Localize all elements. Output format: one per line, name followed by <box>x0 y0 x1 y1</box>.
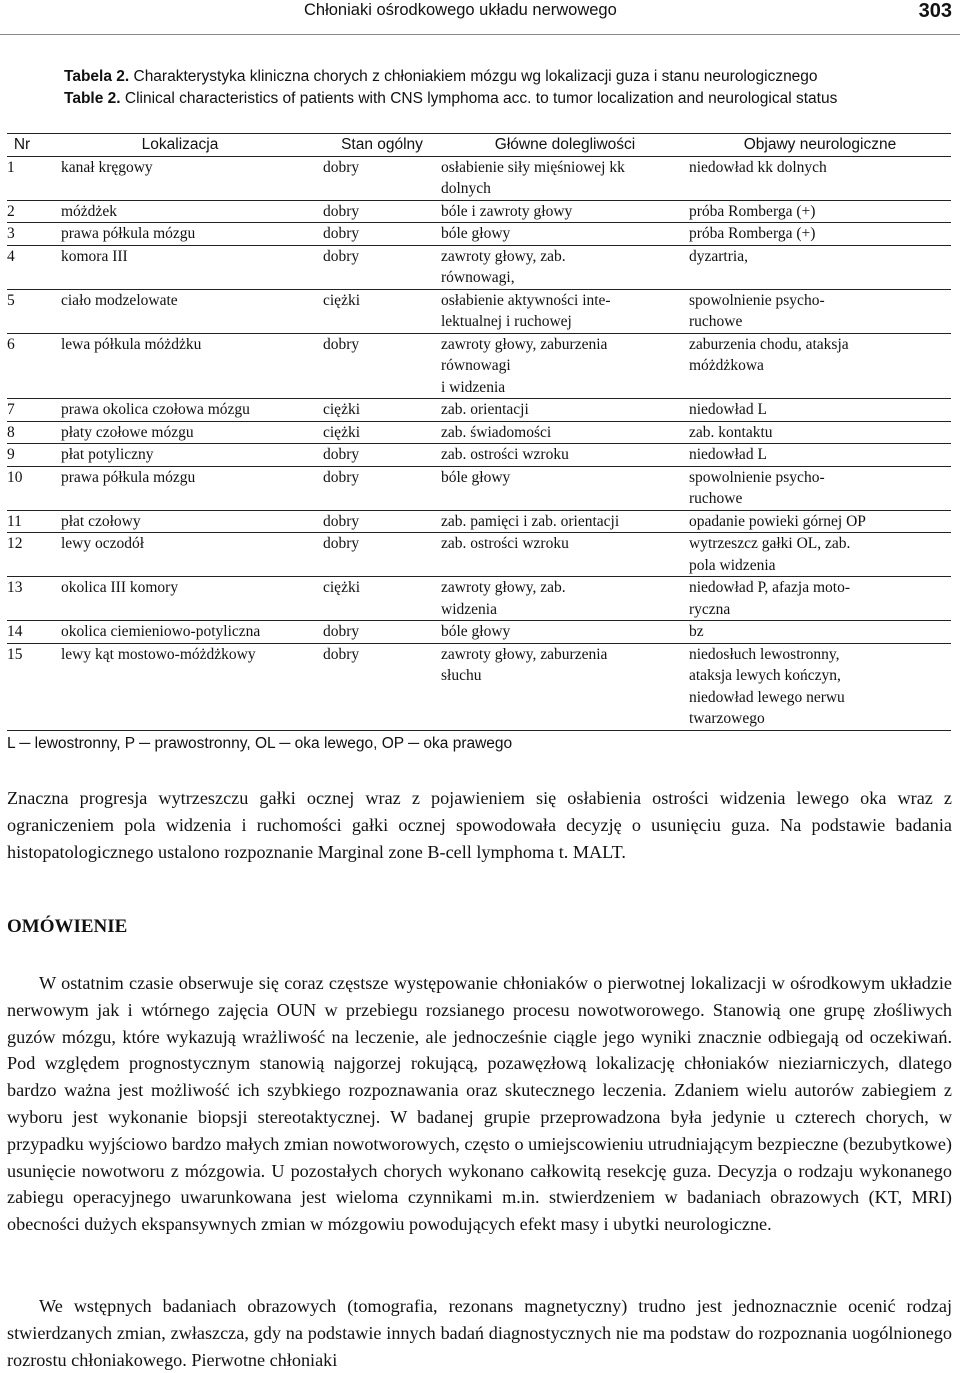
cell-main-complaints: bóle głowy <box>441 623 511 640</box>
cell-neuro-symptoms: spowolnienie psycho- ruchowe <box>689 291 825 330</box>
cell-neuro-symptoms: wytrzeszcz gałki OL, zab. pola widzenia <box>689 535 851 574</box>
cell-nr: 11 <box>7 512 22 530</box>
header-localization: Lokalizacja <box>141 136 219 153</box>
cell-general-condition: dobry <box>323 446 360 463</box>
body-paragraph-3: We wstępnych badaniach obrazowych (tomografia, rezonans magnetyczny) trudno jest jednoznacznie ocenić rodzaj stwierdzanych zmian, zwłaszcza, gdy na podstawie innych badań diagnostycznych nie ma podstaw do rozpoznania uogólnionego rozrostu chłoniakowego. Pierwotne chłoniaki <box>7 1296 952 1370</box>
cell-general-condition: ciężki <box>323 291 361 309</box>
cell-nr: 10 <box>7 468 23 486</box>
cell-neuro-symptoms: niedowład L <box>689 401 767 418</box>
cell-main-complaints: osłabienie aktywności inte- lektualnej i ruchowej <box>441 291 611 330</box>
header-main-complaints: Główne dolegliwości <box>494 136 636 153</box>
table-row <box>7 533 951 577</box>
cell-general-condition: dobry <box>323 645 360 663</box>
cell-neuro-symptoms: próba Romberga (+) <box>689 225 816 242</box>
cell-general-condition: ciężki <box>323 579 361 596</box>
table-row <box>7 334 951 400</box>
cell-localization: móżdżek <box>61 202 117 220</box>
cell-nr: 12 <box>7 535 23 552</box>
cell-general-condition: dobry <box>323 247 360 265</box>
cell-localization: lewy oczodół <box>61 535 145 552</box>
table-row <box>7 246 951 290</box>
header-nr: Nr <box>13 136 31 153</box>
cell-general-condition: dobry <box>323 225 360 242</box>
section-heading: OMÓWIENIE <box>7 916 128 937</box>
header-general-condition: Stan ogólny <box>341 136 423 153</box>
cell-localization: okolica ciemieniowo-potyliczna <box>61 623 261 640</box>
cell-localization: ciało modzelowate <box>61 291 178 309</box>
cell-localization: płat potyliczny <box>61 446 154 463</box>
page-number: 303 <box>918 0 952 22</box>
cell-neuro-symptoms: spowolnienie psycho- ruchowe <box>689 468 825 507</box>
cell-nr: 2 <box>7 202 15 220</box>
table-row <box>7 577 951 621</box>
cell-nr: 4 <box>7 247 15 265</box>
cell-main-complaints: bóle głowy <box>441 225 511 242</box>
cell-main-complaints: zawroty głowy, zab. równowagi, <box>441 247 566 286</box>
cell-localization: lewy kąt mostowo-móżdżkowy <box>61 645 256 663</box>
cell-nr: 1 <box>7 158 15 176</box>
cell-localization: prawa półkula mózgu <box>61 225 196 242</box>
cell-general-condition: dobry <box>323 468 360 486</box>
cell-general-condition: ciężki <box>323 401 361 418</box>
cell-nr: 8 <box>7 423 15 441</box>
cell-neuro-symptoms: niedowład kk dolnych <box>689 158 827 176</box>
cell-neuro-symptoms: zab. kontaktu <box>689 423 773 441</box>
body-paragraph-1: Znaczna progresja wytrzeszczu gałki ocznej wraz z pojawieniem się osłabienia ostrości widzenia lewego oka wraz z ograniczeniem pola widzenia i ruchomości gałki ocznej spowodowała decyzję o usunięciu guza. Na podstawie badania histopatologicznego ustalono rozpoznanie Marginal zone B-cell lymphoma t. MALT. <box>7 788 952 862</box>
cell-general-condition: dobry <box>323 335 360 353</box>
cell-general-condition: dobry <box>323 535 360 552</box>
cell-nr: 9 <box>7 446 15 463</box>
cell-main-complaints: zab. orientacji <box>441 401 529 418</box>
cell-main-complaints: zab. pamięci i zab. orientacji <box>441 512 620 530</box>
cell-main-complaints: zawroty głowy, zaburzenia słuchu <box>441 645 608 684</box>
cell-general-condition: dobry <box>323 158 360 176</box>
caption-pl-text: Charakterystyka kliniczna chorych z chłoniakiem mózgu wg lokalizacji guza i stanu neurologicznego <box>129 68 818 85</box>
table-row <box>7 467 951 511</box>
table-header-row <box>7 133 951 157</box>
cell-main-complaints: zab. ostrości wzroku <box>441 535 569 552</box>
cell-nr: 15 <box>7 645 23 663</box>
cell-main-complaints: zawroty głowy, zaburzenia równowagi i widzenia <box>441 335 608 396</box>
cell-nr: 5 <box>7 291 15 309</box>
cell-main-complaints: zab. świadomości <box>441 423 552 441</box>
cell-general-condition: dobry <box>323 623 360 640</box>
table-row <box>7 399 951 422</box>
cell-general-condition: ciężki <box>323 423 361 441</box>
table-row <box>7 223 951 246</box>
cell-main-complaints: zawroty głowy, zab. widzenia <box>441 579 566 618</box>
running-title: Chłoniaki ośrodkowego układu nerwowego <box>304 1 617 19</box>
table-row <box>7 157 951 201</box>
cell-neuro-symptoms: zaburzenia chodu, ataksja móżdżkowa <box>689 335 849 374</box>
cell-neuro-symptoms: niedosłuch lewostronny, ataksja lewych kończyn, niedowład lewego nerwu twarzowego <box>689 645 845 727</box>
cell-localization: prawa półkula mózgu <box>61 468 196 486</box>
header-neuro-symptoms: Objawy neurologiczne <box>743 136 897 153</box>
running-header <box>0 0 960 35</box>
cell-neuro-symptoms: próba Romberga (+) <box>689 202 816 220</box>
cell-nr: 3 <box>7 225 15 242</box>
caption-en-text: Clinical characteristics of patients with CNS lymphoma acc. to tumor localization and neurological status <box>120 90 838 107</box>
table-caption <box>64 66 837 110</box>
cell-main-complaints: bóle i zawroty głowy <box>441 202 573 220</box>
cell-localization: płat czołowy <box>61 512 141 530</box>
cell-nr: 7 <box>7 401 15 418</box>
cell-main-complaints: osłabienie siły mięśniowej kk dolnych <box>441 158 625 197</box>
cell-nr: 14 <box>7 623 23 640</box>
caption-en-label: Table 2. <box>64 90 121 107</box>
cell-general-condition: dobry <box>323 512 360 530</box>
table-row <box>7 444 951 467</box>
cell-nr: 13 <box>7 579 23 596</box>
table-row <box>7 201 951 224</box>
table-row <box>7 644 951 731</box>
cell-localization: okolica III komory <box>61 579 179 596</box>
caption-polish <box>64 66 837 88</box>
table-row <box>7 621 951 644</box>
cell-neuro-symptoms: dyzartria, <box>689 247 748 265</box>
cell-nr: 6 <box>7 335 15 353</box>
cell-neuro-symptoms: niedowład P, afazja moto- ryczna <box>689 579 850 618</box>
cell-localization: płaty czołowe mózgu <box>61 423 194 441</box>
cell-main-complaints: bóle głowy <box>441 468 511 486</box>
body-paragraph-2: W ostatnim czasie obserwuje się coraz częstsze występowanie chłoniaków o pierwotnej lokalizacji w ośrodkowym układzie nerwowym jak i wtórnego zajęcia OUN w przebiegu rozsianego procesu nowotworowego. Stanowią one grupę złośliwych guzów mózgu, które wykazują wrażliwość na leczenie, ale jednocześnie ciągle jego wyniki znacznie odbiegają od oczekiwań. Pod względem prognostycznym stanowią najgorzej rokującą, pozawęzłową lokalizację chłoniaków nieziarniczych, dlatego bardzo ważna jest możliwość ich szybkiego rozpoznawania oraz skutecznego leczenia. Zdaniem wielu autorów zabiegiem z wyboru jest wykonanie biopsji stereotaktycznej. W badanej grupie przeprowadzona była jedynie u czterech chorych, w przypadku wyjściowo bardzo małych zmian nowotworowych, często o umiejscowieniu utrudniającym bezpieczne (bezubytkowe) usunięcie nowotworu z mózgowia. U pozostałych chorych wykonano całkowitą resekcję guza. Decyzja o rodzaju wykonanego zabiegu operacyjnego uwarunkowana jest wieloma czynnikami m.in. stwierdzeniem w badaniach obrazowych (KT, MRI) obecności dużych ekspansywnych zmian w mózgowiu powodujących efekt masy i ubytki neurologiczne. <box>7 973 952 1235</box>
cell-main-complaints: zab. ostrości wzroku <box>441 446 569 463</box>
table-legend: L ─ lewostronny, P ─ prawostronny, OL ─ oka lewego, OP ─ oka prawego <box>7 735 513 752</box>
cell-neuro-symptoms: bz <box>689 623 704 640</box>
cell-neuro-symptoms: opadanie powieki górnej OP <box>689 512 866 530</box>
cell-general-condition: dobry <box>323 202 360 220</box>
table-row <box>7 290 951 334</box>
cell-localization: kanał kręgowy <box>61 158 153 176</box>
cell-neuro-symptoms: niedowład L <box>689 446 767 463</box>
cell-localization: komora III <box>61 247 128 265</box>
table-row <box>7 422 951 445</box>
caption-pl-label: Tabela 2. <box>64 68 130 85</box>
cell-localization: prawa okolica czołowa mózgu <box>61 401 250 418</box>
caption-english <box>64 88 837 110</box>
cell-localization: lewa półkula móżdżku <box>61 335 202 353</box>
clinical-table <box>7 133 951 731</box>
table-row <box>7 511 951 534</box>
